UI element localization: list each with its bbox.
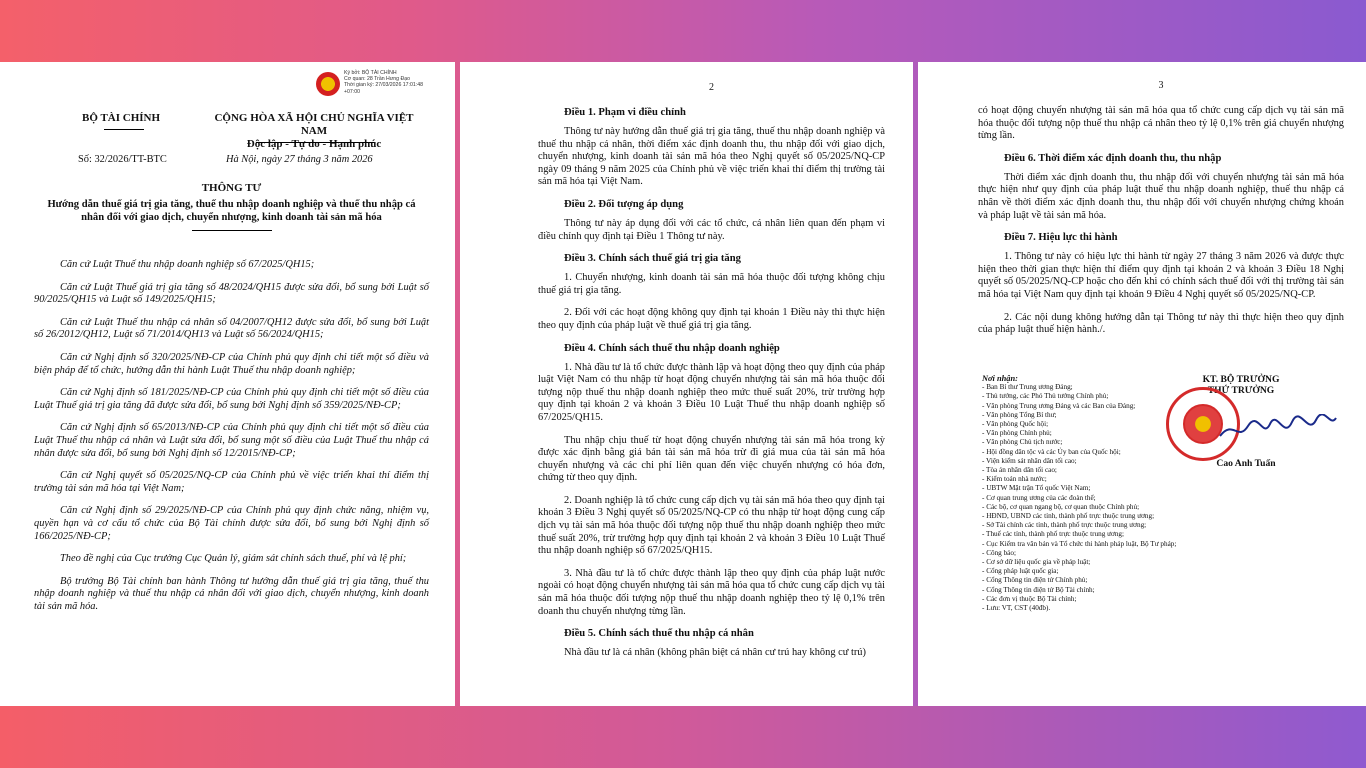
article-heading: Điều 6. Thời điểm xác định doanh thu, thu nhập [1004,152,1222,164]
body-paragraph: 1. Thông tư này có hiệu lực thi hành từ ngày 27 tháng 3 năm 2026 và được thực hiện theo thời gian thực hiện thí điểm quy định tại khoản 2 và khoản 3 Điều 18 Nghị quyết số 05/2025/NQ-CP hoặc cho đến khi có chính sách thuế đối với thị trường tài sản mã hóa tại Việt Nam quy định tại khoản 9 Điều 4 Nghị quyết số 05/2025/NQ-CP. [978,251,1344,300]
recipient-item: - Cổng Thông tin điện tử Bộ Tài chính; [982,585,1095,594]
digital-signature-info [344,70,429,95]
body-paragraph: 3. Nhà đầu tư là tổ chức được thành lập theo quy định của pháp luật nước ngoài có hoạt động chuyển nhượng tài sản mã hóa qua tổ chức cung cấp dịch vụ tài sản mã hóa thuộc đối tượng nộp thuế thu nhập doanh nghiệp theo tỷ lệ 0,1% trên doanh thu chuyển nhượng từng lần. [538,567,885,617]
page-number: 3 [1158,80,1164,91]
recipient-item: - Tòa án nhân dân tối cao; [982,466,1057,475]
recipient-item: - HĐND, UBND các tỉnh, thành phố trực thuộc trung ương; [982,512,1155,521]
legal-basis-paragraph: Căn cứ Nghị định số 181/2025/NĐ-CP của Chính phủ quy định chi tiết một số điều của Luật Thuế giá trị gia tăng đã được sửa đổi, bổ sung bởi Nghị định số 359/2025/NĐ-CP; [34,387,429,411]
body-paragraph: 1. Nhà đầu tư là tổ chức được thành lập và hoạt động theo quy định của pháp luật Việt Nam có thu nhập từ hoạt động chuyển nhượng tài sản mã hóa thuộc đối tượng nộp thuế thu nhập doanh nghiệp theo mức thuế suất 20%, trừ trường hợp quy định tại khoản 2 và khoản 3 Điều 10 Luật Thuế thu nhập doanh nghiệp số 67/2025/QH15. [538,361,885,423]
recipient-item: - Ban Bí thư Trung ương Đảng; [982,383,1073,392]
article-heading: Điều 2. Đối tượng áp dụng [564,198,684,210]
recipient-item: - Văn phòng Chính phủ; [982,429,1052,438]
national-heading [204,112,424,151]
recipient-item: - Kiểm toán nhà nước; [982,475,1047,484]
signature-line: Cơ quan: 28 Trần Hưng Đạo [344,76,410,83]
legal-basis-paragraph: Căn cứ Nghị quyết số 05/2025/NQ-CP của Chính phủ về việc triển khai thí điểm thị trường tài sản mã hóa tại Việt Nam; [34,470,429,494]
document-header [34,72,429,172]
divider [192,230,272,231]
place-date: Hà Nội, ngày 27 tháng 3 năm 2026 [226,154,373,165]
legal-basis-paragraph: Căn cứ Nghị định số 320/2025/NĐ-CP của Chính phủ quy định chi tiết một số điều và biện pháp để tổ chức, hướng dẫn thi hành Luật Thuế thu nhập doanh nghiệp; [34,351,429,376]
divider [104,129,144,130]
page-number: 2 [709,82,714,93]
legal-basis-paragraph: Căn cứ Luật Thuế giá trị gia tăng số 48/2024/QH15 được sửa đổi, bổ sung bởi Luật số 90/2025/QH15 và Luật số 149/2025/QH15; [34,281,429,306]
recipient-item: - Các đơn vị thuộc Bộ Tài chính; [982,594,1077,603]
article-heading: Điều 1. Phạm vi điều chỉnh [564,107,686,118]
recipient-item: - Văn phòng Quốc hội; [982,420,1049,429]
document-body [978,105,1344,337]
legal-basis-paragraph: Căn cứ Luật Thuế thu nhập cá nhân số 04/2007/QH12 được sửa đổi, bổ sung bởi Luật số 26/2012/QH12, Luật số 71/2014/QH13 và Luật số 56/2024/QH15; [34,316,429,341]
signature-line: Thời gian ký: 27/03/2026 17:01:48 +07:00 [344,82,423,95]
body-paragraph: 1. Chuyển nhượng, kinh doanh tài sản mã hóa thuộc đối tượng không chịu thuế giá trị gia tăng. [538,272,885,296]
recipient-item: - Các bộ, cơ quan ngang bộ, cơ quan thuộc Chính phủ; [982,502,1140,511]
legal-basis-paragraph: Căn cứ Nghị định số 29/2025/NĐ-CP của Chính phủ quy định chức năng, nhiệm vụ, quyền hạn và cơ cấu tổ chức của Bộ Tài chính được sửa đổi, bổ sung bởi Nghị định số 166/2025/NĐ-CP; [34,505,429,542]
body-paragraph: Thông tư này áp dụng đối với các tổ chức, cá nhân liên quan đến phạm vi điều chỉnh quy định tại Điều 1 Thông tư này. [538,217,885,242]
body-paragraph: 2. Các nội dung không hướng dẫn tại Thông tư này thì thực hiện theo quy định của pháp luật thuế hiện hành./. [978,311,1344,336]
document-page-3 [918,62,1366,706]
legal-basis-paragraph: Căn cứ Luật Thuế thu nhập doanh nghiệp số 67/2025/QH15; [60,259,315,270]
bottom-banner [0,706,1366,768]
legal-basis-paragraph: Theo đề nghị của Cục trưởng Cục Quản lý, giám sát chính sách thuế, phí và lệ phí; [60,553,407,565]
document-title: Hướng dẫn thuế giá trị gia tăng, thuế thu nhập doanh nghiệp và thuế thu nhập cá nhân đối với giao dịch, chuyển nhượng, kinh doanh tài sản mã hóa [47,199,416,223]
emblem-icon [316,72,340,96]
recipient-item: - Thủ tướng, các Phó Thủ tướng Chính phủ; [982,392,1109,401]
recipient-item: - UBTW Mặt trận Tổ quốc Việt Nam; [982,484,1091,493]
recipient-item: - Cổng Thông tin điện tử Chính phủ; [982,576,1088,585]
recipient-item: - Sở Tài chính các tỉnh, thành phố trực thuộc trung ương; [982,521,1147,530]
recipient-item: - Cơ quan trung ương của các đoàn thể; [982,493,1096,502]
article-heading: Điều 7. Hiệu lực thi hành [1004,232,1118,244]
recipient-item: - Thuế các tỉnh, thành phố trực thuộc trung ương; [982,530,1124,539]
signer-name: Cao Anh Tuấn [1216,458,1276,469]
handwritten-signature-icon [1218,414,1338,444]
document-type: THÔNG TƯ [201,182,262,194]
recipient-item: - Viện kiểm sát nhân dân tối cao; [982,456,1077,465]
body-paragraph: Thông tư này hướng dẫn thuế giá trị gia tăng, thuế thu nhập doanh nghiệp và thuế thu nhập cá nhân, thời điểm xác định doanh thu, thu nhập đối với giao dịch, chuyển nhượng, kinh doanh tài sản mã hóa theo Nghị quyết số 05/2025/NQ-CP ngày 09 tháng 9 năm 2025 của Chính phủ về việc triển khai thí điểm thị trường tài sản mã hóa tại Việt Nam. [538,126,885,188]
recipient-item: - Văn phòng Trung ương Đảng và các Ban của Đảng; [982,401,1136,410]
recipient-item: - Hội đồng dân tộc và các Ủy ban của Quốc hội; [982,447,1121,456]
article-heading: Điều 5. Chính sách thuế thu nhập cá nhân [564,628,754,640]
body-paragraph: Thu nhập chịu thuế từ hoạt động chuyển nhượng tài sản mã hóa trong kỳ được xác định bằng giá bán tài sản mã hóa trừ đi giá mua của tài sản mã hóa chuyển nhượng và các chi phí liên quan đến việc chuyển nhượng có hóa đơn, chứng từ theo quy định. [538,434,885,484]
recipients-title: Nơi nhận: [982,374,1018,383]
article-heading: Điều 4. Chính sách thuế thu nhập doanh nghiệp [564,342,780,354]
body-paragraph: Thời điểm xác định doanh thu, thu nhập đối với chuyển nhượng tài sản mã hóa thực hiện như quy định của pháp luật thuế thu nhập doanh nghiệp, thuế thu nhập cá nhân về thời điểm xác định doanh thu, thu nhập đối với chuyển nhượng chứng khoán và pháp luật về tài sản mã hóa. [978,171,1344,221]
body-paragraph: Nhà đầu tư là cá nhân (không phân biệt cá nhân cư trú hay không cư trú) [564,647,866,659]
body-paragraph: 2. Doanh nghiệp là tổ chức cung cấp dịch vụ tài sản mã hóa theo quy định tại khoản 3 Điều 3 Nghị quyết số 05/2025/NQ-CP có thu nhập từ hoạt động cung cấp dịch vụ tài sản mã hóa thuộc đối tượng nộp thuế thu nhập doanh nghiệp theo mức thuế suất 20%, trừ trường hợp quy định tại khoản 2 và khoản 3 Điều 10 Luật Thuế thu nhập doanh nghiệp số 67/2025/QH15. [538,494,885,557]
recipient-item: - Cổng pháp luật quốc gia; [982,567,1059,576]
recipient-item: - Công báo; [982,548,1016,557]
recipient-item: - Cục Kiểm tra văn bản và Tổ chức thi hành pháp luật, Bộ Tư pháp; [982,539,1177,548]
document-page-2 [460,62,913,706]
signer-title: KT. BỘ TRƯỞNG [1202,374,1280,385]
body-paragraph: 2. Đối với các hoạt động không quy định tại khoản 1 Điều này thì thực hiện theo quy định của pháp luật về thuế giá trị gia tăng. [538,307,885,331]
document-page-1 [0,62,455,706]
document-body [538,107,885,660]
legal-basis-paragraph: Căn cứ Nghị định số 65/2013/NĐ-CP của Chính phủ quy định chi tiết một số điều của Luật Thuế thu nhập cá nhân và Luật sửa đổi, bổ sung một số điều của Luật Thuế thu nhập cá nhân được sửa đổi, bổ sung bởi Nghị định số 12/2015/NĐ-CP; [34,422,429,459]
recipient-item: - Lưu: VT, CST (40đb). [982,604,1051,613]
recipient-item: - Văn phòng Chủ tịch nước; [982,438,1063,447]
nation-name: CỘNG HÒA XÃ HỘI CHỦ NGHĨA VIỆT NAM [214,112,414,137]
issuing-organization: BỘ TÀI CHÍNH [82,112,161,124]
signer-position: THỨ TRƯỞNG [1207,385,1275,396]
body-paragraph: có hoạt động chuyển nhượng tài sản mã hóa qua tổ chức cung cấp dịch vụ tài sản mã hóa thuộc đối tượng nộp thuế thu nhập cá nhân theo tỷ lệ 0,1% trên giá chuyển nhượng từng lần. [978,105,1344,142]
national-motto: Độc lập - Tự do - Hạnh phúc [246,138,382,150]
legal-basis-paragraph: Bộ trưởng Bộ Tài chính ban hành Thông tư hướng dẫn thuế giá trị gia tăng, thuế thu nhập doanh nghiệp và thuế thu nhập cá nhân đối với giao dịch, chuyển nhượng, kinh doanh tài sản mã hóa. [34,575,429,612]
article-heading: Điều 3. Chính sách thuế giá trị gia tăng [564,253,741,265]
recipient-item: - Cơ sở dữ liệu quốc gia về pháp luật; [982,558,1091,567]
legal-bases [34,259,429,613]
divider [256,142,374,143]
document-number: Số: 32/2026/TT-BTC [78,154,167,165]
signature-line: Ký bởi: BỘ TÀI CHÍNH [344,70,397,76]
recipient-item: - Văn phòng Tổng Bí thư; [982,410,1057,419]
